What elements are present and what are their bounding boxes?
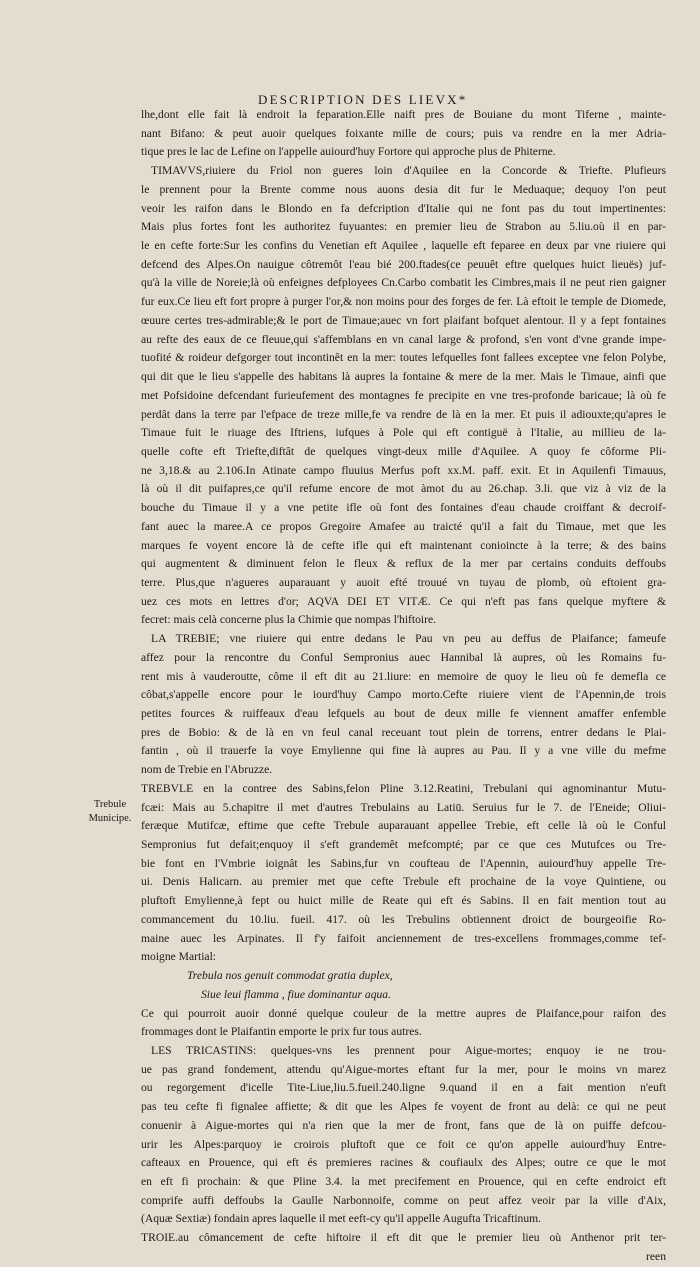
text-line: Timaue fuit le riuage des Iftriens, iufques à Pole qui eft contiguë à l'Italie, au millieu de la-: [141, 426, 666, 440]
text-line: maine auec les Arpinates. Il f'y faifoit anciennement de tres-excellens frommages,comme tef-: [141, 931, 666, 945]
text-line: ue pas grand fondement, attendu qu'Aigue-mortes eftant fur la mer, pour le moins vn marez: [141, 1062, 666, 1076]
margin-note: [82, 798, 138, 826]
margin-note-line: Trebule: [93, 799, 127, 810]
text-line: bouche du Timaue il y a vne petite ifle où font des fontaines d'eau chaude croiffant & decroif-: [141, 501, 666, 515]
text-line: nant Bifano: & peut auoir quelques foixante mille de cours; puis va rendre en la mer Adria-: [141, 126, 666, 140]
text-line: defcend des Alpes.On nauigue côtremôt l'eau bié 200.ftades(ce peuuêt eftre quelques huict lieuës) juf-: [141, 257, 666, 271]
text-line: TIMAVVS,riuiere du Friol non gueres loin d'Aquilee en la Concorde & Triefte. Plufieurs: [151, 164, 666, 178]
text-line: au refte des eaux de ce fleuue,qui s'affemblans en vn canal large & profond, s'en vont d'vne grande impe-: [141, 332, 666, 346]
margin-note-line: Municipe.: [88, 813, 132, 824]
text-line: marques fe voyent encore là de cefte ifle qui eft maintenant conioincte à la terre; & des bains: [141, 538, 666, 552]
text-line: LES TRICASTINS: quelques-vns les prennent pour Aigue-mortes; enquoy ie ne trou-: [151, 1043, 666, 1057]
text-line: TROIE.au cômancement de cefte hiftoire il eft dit que le premier lieu où Anthenor prit ter-: [141, 1231, 666, 1245]
text-line: ui. Denis Halicarn. au premier met que cefte Trebule eft prochaine de la voye Quintiene, ou: [141, 875, 666, 889]
text-line: conuenir à Aigue-mortes qui n'a rien que la mer de front, fans que de là on puiffe defcou-: [141, 1118, 666, 1132]
text-line: Mais plus fortes font les authoritez fuyuantes: en premier lieu de Strabon au 5.liu.où il en par-: [141, 220, 666, 234]
text-line: le prennent pour la Brente comme nous auons desia dit fur le Meduaque; dequoy l'on peut: [141, 182, 666, 196]
text-line: fant auec la maree.A ce propos Gregoire Amafee au traicté qu'il a fait du Timaue, met que les: [141, 519, 666, 533]
text-line: Sempronius fut defait;enquoy il s'eft grandemêt mefcompté; par ce que ces Mutufces ou Tre-: [141, 838, 666, 852]
text-line: petites fources & ruiffeaux d'eau lefquels au bout de deux mille fe viennent amaffer enfemble: [141, 707, 666, 720]
text-line: tique pres le lac de Lefine on l'appelle auiourd'huy Fortore qui approche plus de Phiterne.: [141, 145, 556, 159]
text-line: pres de Bobio: & de là en vn feul canal receuant tout plein de torrens, entrer dedans le Plai-: [141, 725, 666, 739]
text-line: feræque Mutifcæ, eftime que cefte Trebule auparauant appellee Trebie, eft celle là où le Conful: [141, 819, 666, 833]
text-line: lhe,dont elle fait là endroit la feparation.Elle naift pres de Bouiane du mont Tiferne , mainte-: [141, 108, 666, 121]
text-line: LA TREBIE; vne riuiere qui entre dedans le Pau vn peu au deffus de Plaifance; fameufe: [151, 632, 666, 646]
text-line: là où il dit puifapres,ce qu'il refume encore de mot àmot du au 26.chap. 3.li. que viz à viz de la: [141, 482, 666, 496]
text-line: fur eux.Ce lieu eft fort propre à purger l'or,& non moins pour des forges de fer. Là eftoit le temple de Diomede,: [141, 295, 666, 309]
text-line: terre. Plus,que n'agueres auparauant y auoit efté trouué vn tuyau de plomb, où eftoient gra-: [141, 575, 666, 589]
text-line: quelle cofte eft Triefte,diftât de quelques vingt-deux mille d'Aquilee. A quoy fe côforme Pli-: [141, 444, 666, 458]
text-line: qui dit que le lieu s'appelle des habitans là aupres la fontaine & mere de la mer. Mais le Timaue, ainfi que: [141, 370, 666, 384]
text-line: urir les Alpes:parquoy ie croirois pluftoft que ce foit ce qu'on appelle auiourd'huy Entre-: [141, 1137, 666, 1151]
text-line: TREBVLE en la contree des Sabins,felon Pline 3.12.Reatini, Trebulani qui agnominantur Mutu-: [141, 781, 666, 795]
text-line: qui augmentent & diminuent felon le fleux & reflux de la mer par certains conduits deffoubs: [141, 557, 666, 571]
text-line: perdât dans la terre par l'efpace de treze mille,fe va rendre de là en la mer. Et puis il adiouxte;qu'apres le: [141, 407, 666, 421]
text-line: fcæi: Mais au 5.chapitre il met d'autres Trebulains au Latiū. Seruius fur le 7. de l'Eneide; Oliui-: [141, 800, 666, 814]
text-line: (Aquæ Sextiæ) fondain apres laquelle il met eeft-cy qu'il appelle Augufta Tricaftinum.: [141, 1212, 542, 1226]
text-line: pas teu cefte fi fignalee affiette; & dit que les Alpes fe voyent de front au delà: ce qui ne peut: [141, 1100, 666, 1114]
text-line: ou regorgement d'icelle Tite-Liue,liu.5.fueil.240.ligne 9.quand il en a fait mention n'euft: [141, 1081, 666, 1095]
text-line: bie font en l'Vmbrie ioignât les Sabins,fur vn coufteau de l'Apennin, auiourd'huy appelle Tre-: [141, 856, 666, 870]
text-line: nom de Trebie en l'Abruzze.: [141, 763, 273, 777]
text-line: uez ces mots en lettres d'or; AQVA DEI ET VITÆ. Ce qui n'eft pas fans quelque myftere &: [141, 594, 666, 608]
body-text: [141, 106, 666, 1267]
text-line: tuofité & roideur defgorger tout incontinêt en la mer: toutes lefquelles font fallees exceptee vne felon Polybe,: [141, 351, 666, 365]
text-line: le en cefte forte:Sur les confins du Venetian eft Aquilee , laquelle eft feparee en deux par vne riuiere qui: [141, 239, 666, 253]
text-line: veoir les raifon dans le Blondo en fa defcription d'Italie qui ne font pas du tout impertinentes:: [141, 201, 666, 215]
text-line: pluftoft Emylienne,à fept ou huict mille de Reate qui eft és Sabins. Il en fait mention tout au: [141, 894, 666, 908]
text-line: côbat,s'appelle encore pour le iourd'huy Campo morto.Cefte riuiere vient de l'Apennin,de trois: [141, 688, 666, 702]
text-line: qu'à la ville de Noreie;là où enfeignes defployees Cn.Carbo combatit les Cimbres,mais il ne peut rien gaigner: [141, 276, 666, 290]
text-line: rent mis à vauderoutte, côme il eft dit au 21.liure: en memoire de quoy le lieu où fe demefla ce: [141, 669, 666, 683]
text-line: en eft fi prochain: & que Pline 3.4. la met precifement en Prouence, qui en cefte endroict eft: [141, 1174, 666, 1188]
text-line: fecret: mais celà concerne plus la Chimie que nompas l'hiftoire.: [141, 613, 437, 627]
text-line: Ce qui pourroit auoir donné quelque couleur de la mettre aupres de Plaifance,pour raifon des: [141, 1006, 666, 1020]
text-line: fantin , où il trauerfe la voye Emylienne qui fine là aupres au Pau. Il y a vne ville du mefme: [141, 744, 666, 758]
text-line: œuure certes tres-admirable;& le port de Timaue;auec vn fort plaifant bofquet alentour. Il y a fept fontaines: [141, 313, 666, 327]
text-line: frommages dont le Plaifantin emporte le prix fur tous autres.: [141, 1025, 422, 1039]
text-line: commancement du 10.liu. fueil. 417. où les Trebulins obtiennent droict de bourgeoifie Ro-: [141, 912, 666, 926]
running-head: DESCRIPTION DES LIEVX*: [258, 92, 468, 107]
verse-line: Trebula nos genuit commodat gratia duplex,: [187, 969, 393, 983]
verse-line: Siue leui flamma , fiue dominantur aqua.: [201, 987, 391, 1001]
text-line: affez pour la rencontre du Conful Sempronius auec Hannibal là aupres, où les Romains fu-: [141, 650, 666, 664]
catchword: reen: [646, 1249, 666, 1263]
text-line: ne 3,18.& au 2.106.In Atinate campo fluuius Merfus poft xx.M. paff. exit. Et in Aquilenfi Timauus,: [141, 463, 666, 477]
text-line: cafteaux en Prouence, qui eft és premieres racines & coufiaulx des Alpes; outre ce que le mot: [141, 1156, 666, 1170]
text-line: met Pofsidoine defcendant furieufement des montagnes fe precipite en vne tres-profonde baricaue; là où fe: [141, 388, 666, 402]
text-line: moigne Martial:: [141, 950, 217, 964]
text-line: comprife auffi deffoubs la Gaulle Narbonnoife, comme on peut affez veoir par la ville d'Aix,: [141, 1193, 666, 1207]
